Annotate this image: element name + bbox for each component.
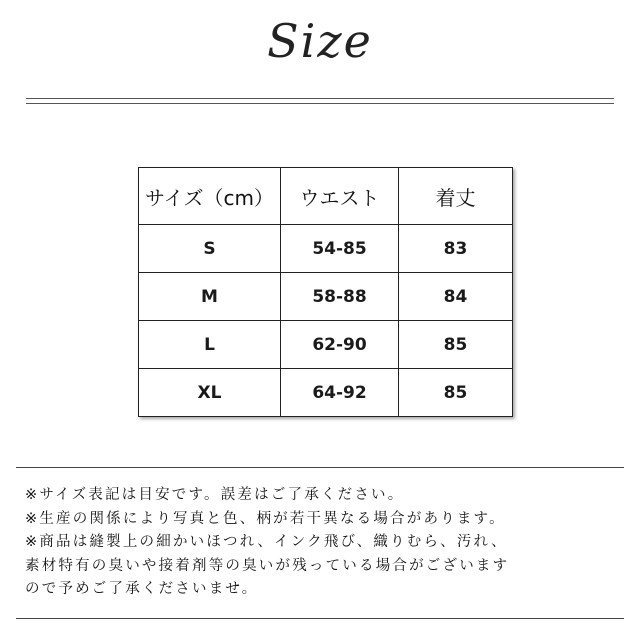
note-line: ※生産の関係により写真と色、柄が若干異なる場合があります。 — [25, 510, 506, 527]
header-size: サイズ（cm） — [139, 168, 281, 225]
table-row — [139, 273, 513, 321]
table-row — [139, 321, 513, 369]
divider-bottom — [26, 103, 614, 104]
cell-size: L — [139, 321, 281, 369]
cell-size: M — [139, 273, 281, 321]
cell-waist: 62-90 — [281, 321, 399, 369]
cell-length: 83 — [399, 225, 513, 273]
cell-size: S — [139, 225, 281, 273]
note-line: ので予めご了承くださいませ。 — [25, 581, 259, 597]
notes-text — [25, 484, 509, 602]
note-line: ※サイズ表記は目安です。誤差はご了承ください。 — [25, 487, 405, 503]
note-line: 素材特有の臭いや接着剤等の臭いが残っている場合がございます — [25, 557, 510, 574]
cell-waist: 64-92 — [281, 369, 399, 417]
notes-box — [16, 467, 624, 619]
table-header-row — [139, 168, 513, 225]
size-table — [138, 167, 513, 417]
table-row — [139, 225, 513, 273]
cell-length: 85 — [399, 369, 513, 417]
cell-waist: 58-88 — [281, 273, 399, 321]
table-row — [139, 369, 513, 417]
divider-top — [26, 98, 614, 99]
header-length: 着丈 — [399, 168, 513, 225]
cell-length: 85 — [399, 321, 513, 369]
cell-length: 84 — [399, 273, 513, 321]
cell-size: XL — [139, 369, 281, 417]
page-title: Size — [267, 14, 373, 68]
cell-waist: 54-85 — [281, 225, 399, 273]
header-waist: ウエスト — [281, 168, 399, 225]
note-line: ※商品は縫製上の細かいほつれ、インク飛び、織りむら、汚れ、 — [25, 534, 508, 550]
